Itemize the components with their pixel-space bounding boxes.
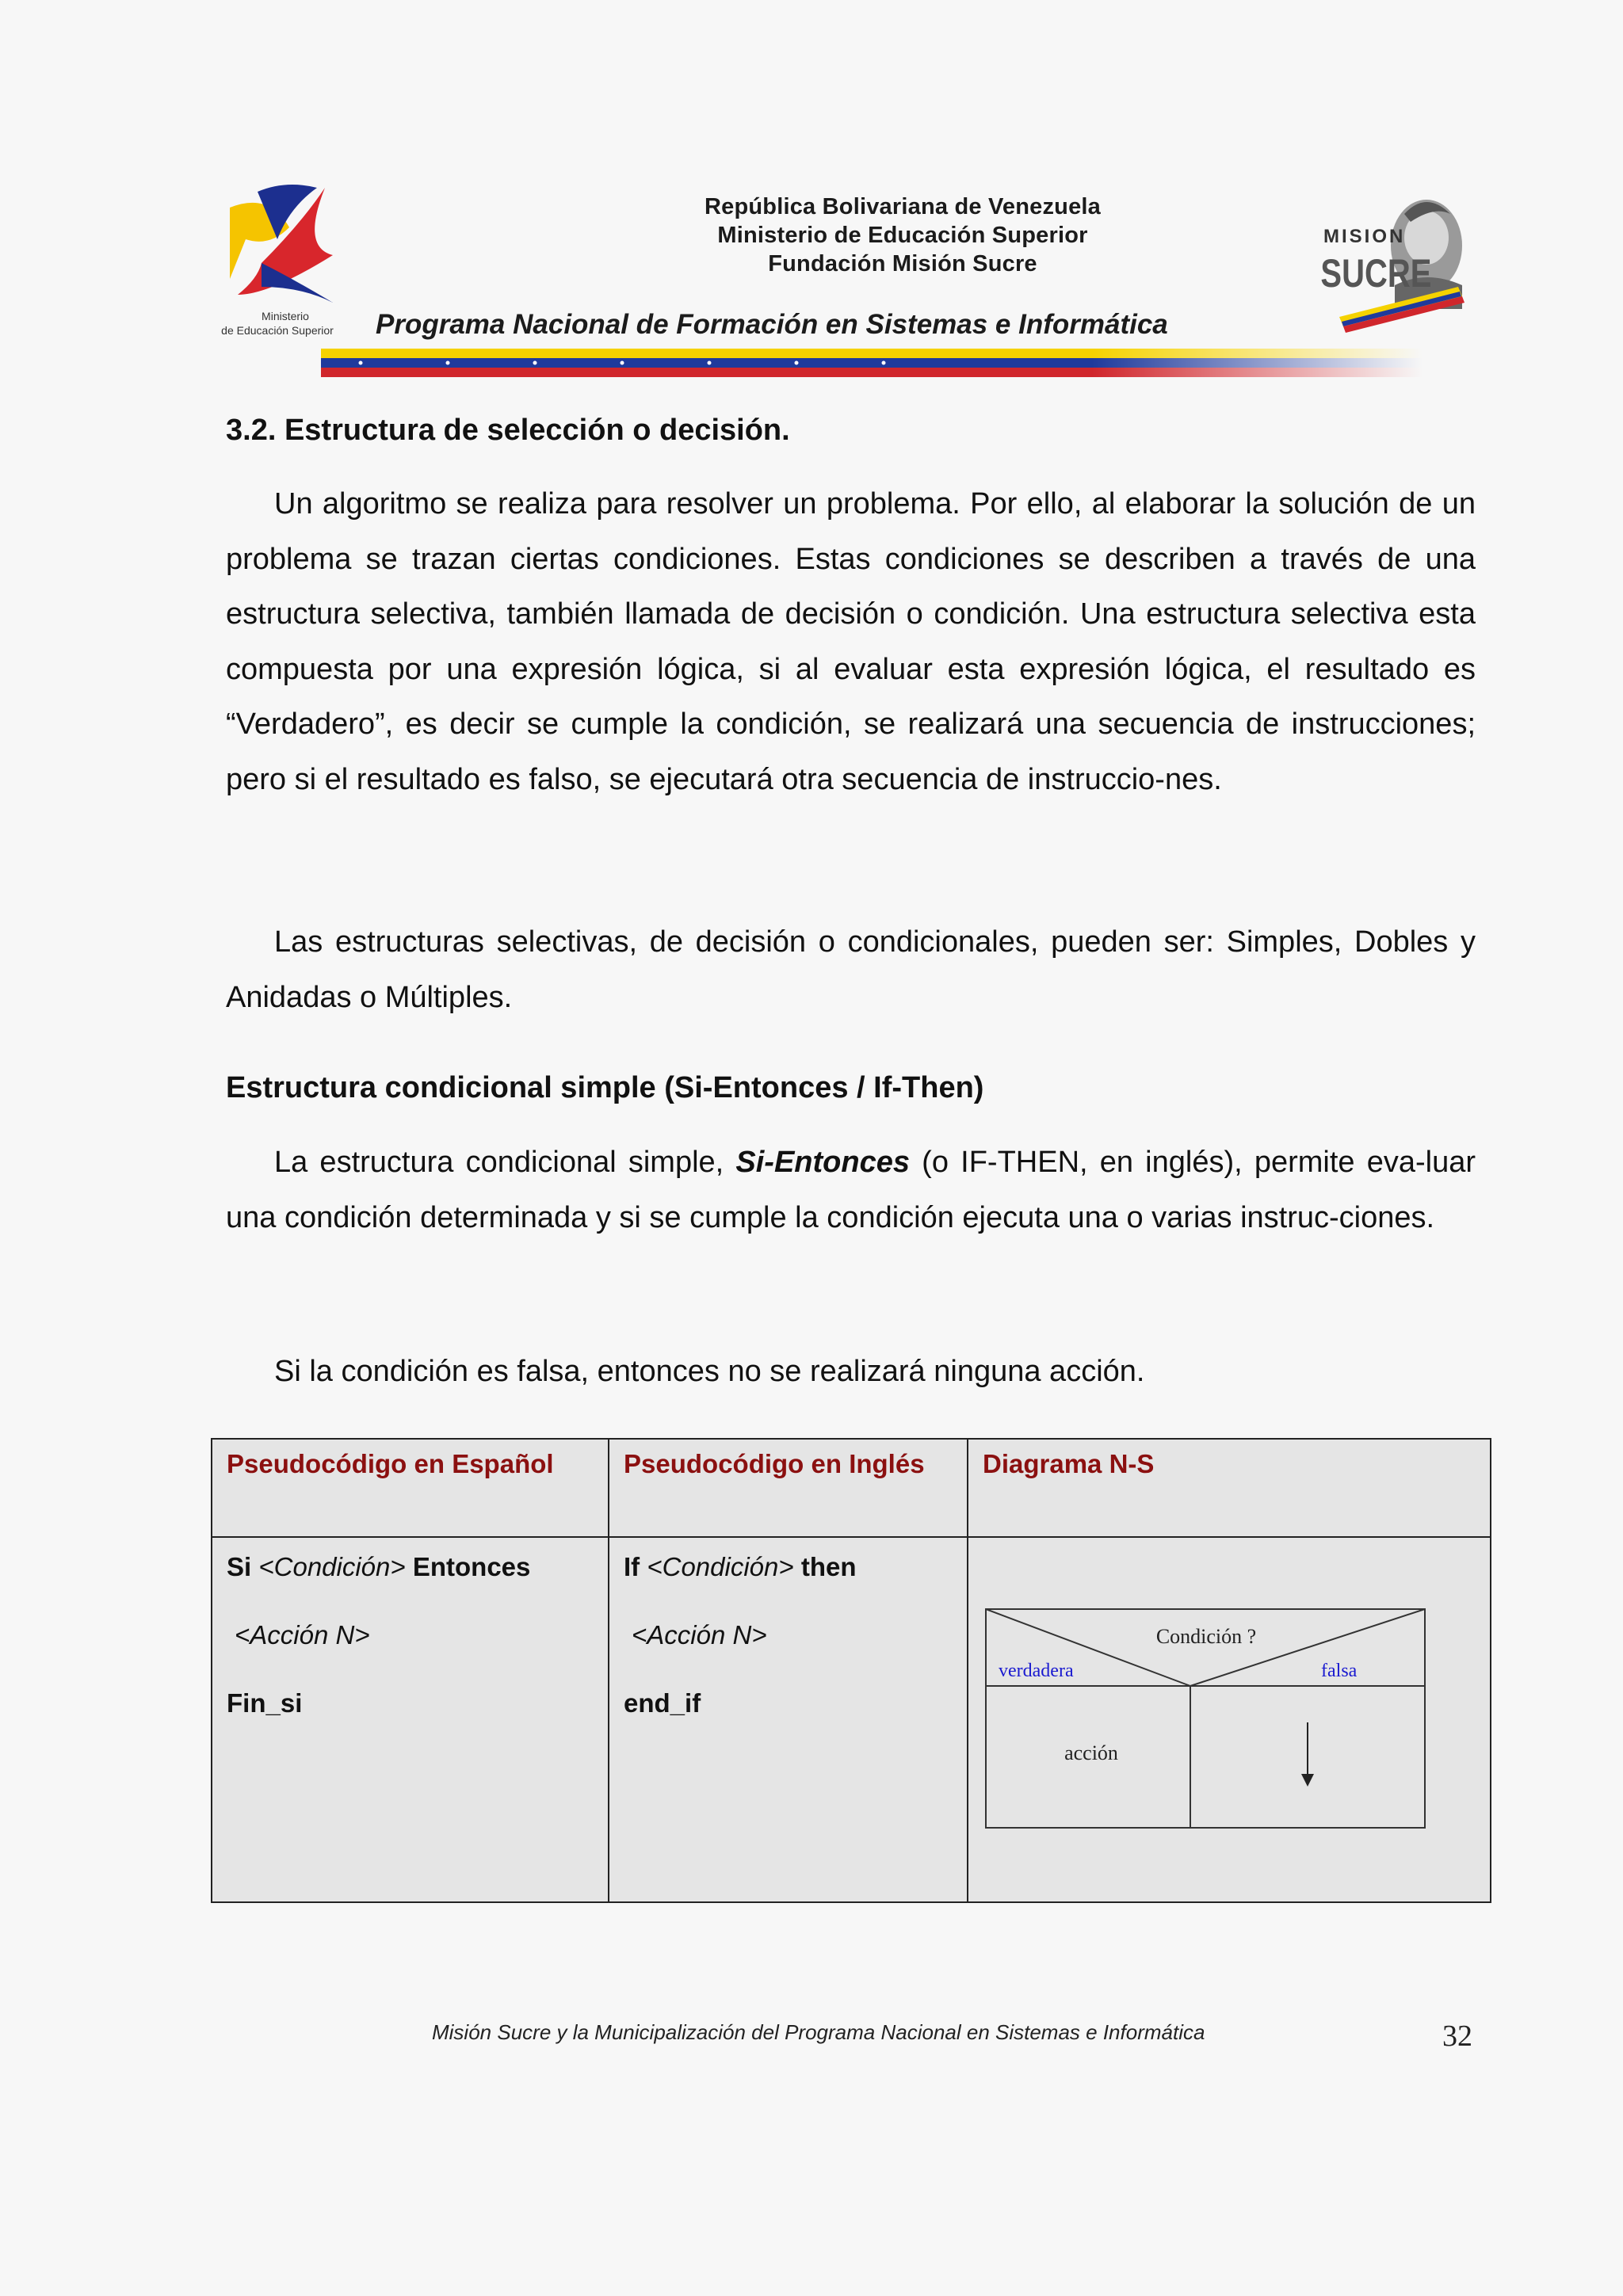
paragraph-false-case: Si la condición es falsa, entonces no se realizará ninguna acción. <box>274 1355 1145 1388</box>
ns-diagram <box>968 1538 1491 1897</box>
subsection-heading: Estructura condicional simple (Si-Entonces / If-Then) <box>226 1071 984 1104</box>
ns-false-label: falsa <box>1321 1661 1358 1681</box>
english-if-kw: If <box>624 1552 640 1581</box>
paragraph-types: Las estructuras selectivas, de decisión o condicionales, pueden ser: Simples, Dobles y Anidadas o Múltiples. <box>226 925 1476 1014</box>
spanish-end: Fin_si <box>227 1688 303 1718</box>
logo-caption-1: Ministerio <box>262 310 309 322</box>
logo-mision-text: MISION <box>1323 226 1406 247</box>
header-diagram: Diagrama N-S <box>983 1449 1155 1478</box>
english-end: end_if <box>624 1688 701 1718</box>
page-number: 32 <box>1442 2019 1472 2053</box>
program-title: Programa Nacional de Formación en Sistemas e Informática <box>376 309 1168 340</box>
paragraph-si-entonces <box>226 1135 1476 1245</box>
english-condition: <Condición> <box>647 1552 794 1581</box>
p3-after: (o IF-THEN, en inglés), permite eva-luar una condición determinada y si se cumple la condición ejecuta una o varias instruc-ciones. <box>226 1146 1476 1234</box>
english-if-line <box>624 1552 967 1620</box>
header-spanish: Pseudocódigo en Español <box>227 1449 554 1478</box>
ns-action-label: acción <box>1064 1741 1118 1764</box>
mision-sucre-logo <box>1316 190 1474 333</box>
english-then-kw: then <box>800 1552 857 1581</box>
ns-true-label: verdadera <box>999 1661 1074 1681</box>
header-cell-spanish <box>212 1439 609 1537</box>
header-country: República Bolivariana de Venezuela <box>705 194 1101 219</box>
header-cell-english <box>609 1439 968 1537</box>
header-ministry: Ministerio de Educación Superior <box>717 223 1088 248</box>
logo-sucre-text: SUCRE <box>1320 250 1432 296</box>
pseudocode-table <box>211 1438 1491 1903</box>
p3-before: La estructura condicional simple, <box>274 1146 736 1179</box>
spanish-if-kw: Si <box>227 1552 252 1581</box>
p3-emphasis: Si-Entonces <box>735 1146 911 1179</box>
spanish-then-kw: Entonces <box>412 1552 531 1581</box>
spanish-pseudocode-cell <box>212 1537 609 1902</box>
spanish-action: <Acción N> <box>235 1620 370 1650</box>
paragraph-intro: Un algoritmo se realiza para resolver un problema. Por ello, al elaborar la solución de un problema se trazan ciertas condiciones. Estas condiciones se describen a través de una estructura selectiva, también llamada de decisión o condición. Una estructura selectiva esta compuesta por una expresión lógica, si al evaluar esta expresión lógica, el resultado es “Verdadero”, es decir se cumple la condición, se realizará una secuencia de instrucciones; pero si el resultado es falso, se ejecutará otra secuencia de instruccio-nes. <box>226 487 1476 796</box>
header-foundation: Fundación Misión Sucre <box>768 251 1037 277</box>
spanish-condition: <Condición> <box>258 1552 406 1581</box>
english-action: <Acción N> <box>632 1620 767 1650</box>
header-english: Pseudocódigo en Inglés <box>624 1449 925 1478</box>
english-pseudocode-cell <box>609 1537 968 1902</box>
ns-diagram-cell <box>968 1537 1491 1902</box>
ns-condition-label: Condición ? <box>1155 1625 1257 1648</box>
logo-caption-2: de Educación Superior <box>221 324 334 337</box>
header-cell-diagram <box>968 1439 1491 1537</box>
footer-text: Misión Sucre y la Municipalización del Programa Nacional en Sistemas e Informática <box>432 2020 1205 2044</box>
spanish-if-line <box>227 1552 608 1620</box>
section-heading: 3.2. Estructura de selección o decisión. <box>226 414 790 447</box>
flag-stripe <box>321 349 1423 377</box>
